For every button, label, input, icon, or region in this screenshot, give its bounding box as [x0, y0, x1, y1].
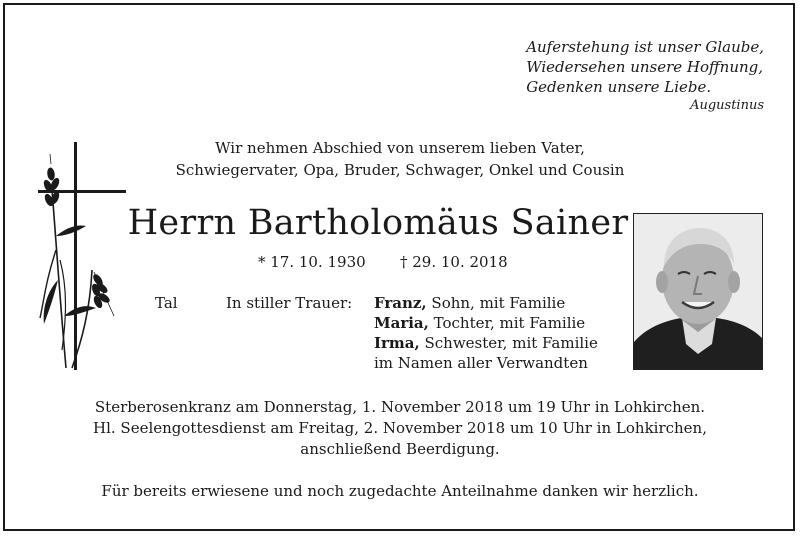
mourner-name: Irma, — [374, 334, 420, 352]
deceased-name: Herrn Bartholomäus Sainer — [127, 203, 629, 243]
mourner-name: Maria, — [374, 314, 429, 332]
mourner-item — [374, 293, 598, 313]
service-line: anschließend Beerdigung. — [300, 440, 500, 458]
portrait-silhouette — [634, 214, 762, 369]
mourner-relation: Tochter, mit Familie — [428, 314, 586, 332]
death-date: † 29. 10. 2018 — [400, 253, 508, 271]
quote-author: Augustinus — [690, 98, 764, 113]
birth-date: * 17. 10. 1930 — [258, 253, 366, 271]
place-name: Tal — [155, 294, 178, 312]
thanks-text: Für bereits erwiesene und noch zugedachte Anteilnahme danken wir herzlich. — [101, 482, 699, 500]
cross-with-wheat-icon — [36, 140, 128, 372]
service-line: Sterberosenkranz am Donnerstag, 1. November 2018 um 19 Uhr in Lohkirchen. — [94, 398, 706, 416]
service-line: Hl. Seelengottesdienst am Freitag, 2. November 2018 um 10 Uhr in Lohkirchen, — [93, 419, 707, 437]
mourners-list — [374, 293, 598, 373]
quote-block — [526, 37, 764, 114]
quote-line: Gedenken unsere Liebe. — [526, 78, 712, 96]
mourner-relation: Schwester, mit Familie — [419, 334, 598, 352]
intro-line: Schwiegervater, Opa, Bruder, Schwager, Onkel und Cousin — [175, 161, 625, 179]
intro-text — [120, 137, 680, 181]
service-info — [60, 397, 740, 460]
mourner-item — [374, 333, 598, 353]
mourner-relation: Sohn, mit Familie — [426, 294, 566, 312]
mourners-extra: im Namen aller Verwandten — [374, 354, 588, 372]
portrait-photo — [633, 213, 763, 370]
mourner-item — [374, 313, 598, 333]
quote-line: Auferstehung ist unser Glaube, — [526, 38, 764, 56]
intro-line: Wir nehmen Abschied von unserem lieben Vater, — [215, 139, 585, 157]
mourner-name: Franz, — [374, 294, 427, 312]
quote-line: Wiedersehen unsere Hoffnung, — [526, 58, 764, 76]
mourning-label: In stiller Trauer: — [226, 294, 353, 312]
